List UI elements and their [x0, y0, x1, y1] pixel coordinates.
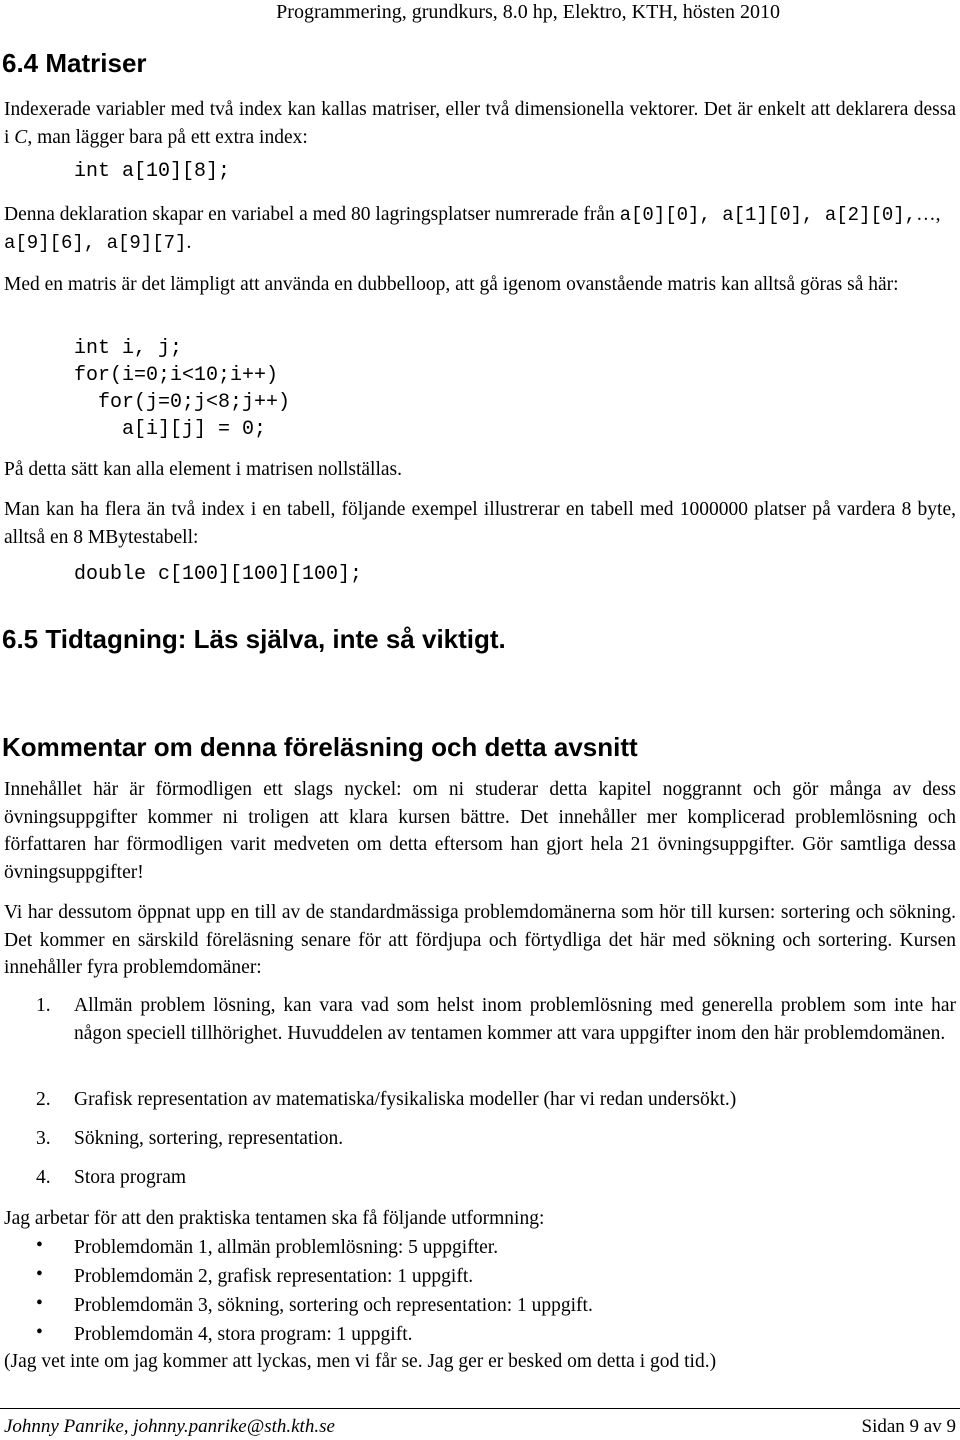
intro-text-b: , man lägger bara på ett extra index:	[27, 126, 308, 148]
code-double: double c[100][100][100];	[74, 563, 363, 586]
footer-divider	[0, 1408, 960, 1409]
declaration-code-2: a[9][6], a[9][7]	[4, 232, 187, 254]
comment-paragraph-2: Vi har dessutom öppnat upp en till av de standardmässiga problemdomänerna som hör till kursen: sortering och sökning. Det kommer en särskild föreläsning senare för att fördjupa och förtydliga det här med sökning och sortering. Kursen innehåller fyra problemdomäner:	[4, 902, 956, 978]
bullet-glyph: •	[36, 1264, 43, 1285]
bullet-item-text: Problemdomän 3, sökning, sortering och representation: 1 uppgift.	[74, 1295, 593, 1316]
comment-paragraph-3: Jag arbetar för att den praktiska tentamen ska få följande utformning:	[4, 1208, 545, 1229]
intro-paragraph	[4, 96, 956, 151]
code-declaration: int a[10][8];	[74, 160, 231, 183]
loop-after-paragraph: På detta sätt kan alla element i matrisen nollställas.	[4, 459, 403, 480]
bullet-glyph: •	[36, 1322, 43, 1343]
intro-text-a: Indexerade variabler med två index kan kallas matriser, eller två dimensionella vektorer. Det är enkelt att deklarera dessa i	[4, 99, 956, 148]
list-number: 4.	[36, 1167, 51, 1188]
list-number: 2.	[36, 1089, 51, 1110]
section-heading-tidtagning: 6.5 Tidtagning: Läs själva, inte så viktigt.	[2, 624, 506, 654]
multi-index-paragraph: Man kan ha flera än två index i en tabell, följande exempel illustrerar en tabell med 1000000 platser på vardera 8 byte, alltså en 8 MBytestabell:	[4, 499, 956, 548]
section-heading-matriser: 6.4 Matriser	[2, 48, 147, 78]
declaration-code-1: a[0][0], a[1][0], a[2][0],	[619, 204, 917, 226]
declaration-ellipsis: …,	[916, 204, 941, 225]
loop-intro-paragraph: Med en matris är det lämpligt att använda en dubbelloop, att gå igenom ovanstående matris kan alltså göras så här:	[4, 274, 899, 295]
declaration-paragraph	[4, 201, 956, 257]
footer-author: Johnny Panrike, johnny.panrike@sth.kth.se	[4, 1416, 335, 1437]
page-header: Programmering, grundkurs, 8.0 hp, Elektro, KTH, hösten 2010	[276, 1, 780, 23]
footer-page-number: Sidan 9 av 9	[861, 1416, 956, 1437]
intro-language-c: C	[14, 126, 28, 148]
bullet-item-text: Problemdomän 4, stora program: 1 uppgift.	[74, 1324, 413, 1345]
list-item-text: Grafisk representation av matematiska/fysikaliska modeller (har vi redan undersökt.)	[74, 1089, 737, 1110]
bullet-item-text: Problemdomän 1, allmän problemlösning: 5 uppgifter.	[74, 1237, 499, 1258]
list-number: 3.	[36, 1128, 51, 1149]
comment-paragraph-1: Innehållet här är förmodligen ett slags nyckel: om ni studerar detta kapitel noggrannt och gör många av dess övningsuppgifter kommer ni troligen att klara kursen bättre. Det innehåller mer komplicerad problemlösning och författaren har förmodligen varit medveten om detta eftersom han gjort hela 21 övningsuppgifter. Gör samtliga dessa övningsuppgifter!	[4, 779, 956, 883]
section-heading-kommentar: Kommentar om denna föreläsning och detta avsnitt	[2, 732, 638, 762]
declaration-end: .	[186, 232, 192, 253]
bullet-glyph: •	[36, 1293, 43, 1314]
list-number: 1.	[36, 995, 51, 1016]
list-item-text: Allmän problem lösning, kan vara vad som helst inom problemlösning med generella problem som inte har någon speciell tillhörighet. Huvuddelen av tentamen kommer att vara uppgifter inom den här problemdomänen.	[74, 995, 956, 1044]
comment-paragraph-4: (Jag vet inte om jag kommer att lyckas, men vi får se. Jag ger er besked om detta i god tid.)	[4, 1351, 717, 1372]
bullet-item-text: Problemdomän 2, grafisk representation: 1 uppgift.	[74, 1266, 474, 1287]
bullet-glyph: •	[36, 1235, 43, 1256]
declaration-text: Denna deklaration skapar en variabel a med 80 lagringsplatser numrerade från	[4, 204, 620, 225]
list-item-text: Stora program	[74, 1167, 187, 1188]
list-item-text: Sökning, sortering, representation.	[74, 1128, 344, 1149]
code-loop: int i, j; for(i=0;i<10;i++) for(j=0;j<8;j++) a[i][j] = 0;	[74, 337, 291, 441]
